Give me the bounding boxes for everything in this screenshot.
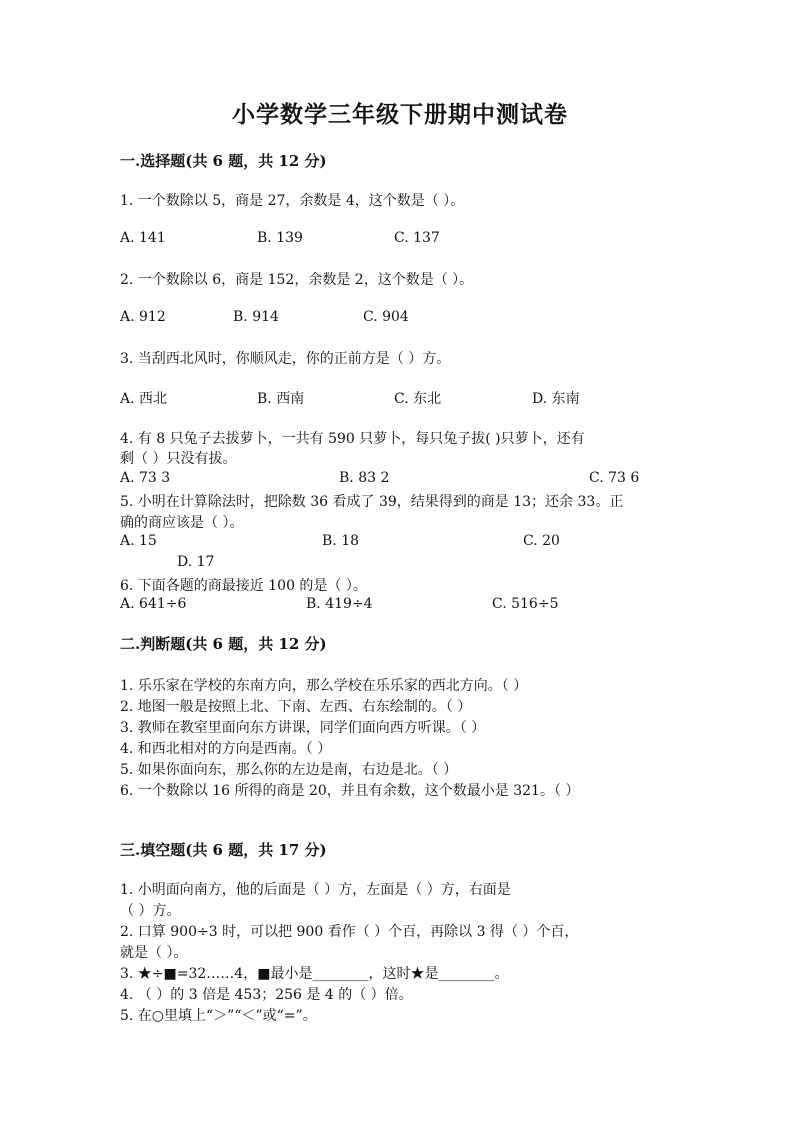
fill-in-line-1: 1. 小明面向南方，他的后面是（ ）方，左面是（ ）方，右面是 — [120, 882, 511, 898]
section-3-heading: 三.填空题(共 6 题，共 17 分) — [120, 841, 327, 859]
question-1-6-option-a: A. 641÷6 — [120, 596, 187, 612]
fill-in-line-3: 2. 口算 900÷3 时，可以把 900 看作（ ）个百，再除以 3 得（ ）个百， — [120, 924, 579, 940]
page-title: 小学数学三年级下册期中测试卷 — [232, 101, 568, 128]
fill-in-line-5: 3. ★÷■=32……4，■最小是________，这时★是________。 — [120, 966, 509, 982]
question-1-2-option-a: A. 912 — [120, 309, 166, 325]
judgment-item-4: 4. 和西北相对的方向是西南。（ ） — [120, 741, 332, 757]
question-1-4-option-b: B. 83 2 — [339, 470, 390, 486]
question-1-1-option-b: B. 139 — [257, 230, 303, 246]
question-1-2-option-b: B. 914 — [233, 309, 279, 325]
question-1-4-option-c: C. 73 6 — [589, 470, 640, 486]
question-1-3-option-b: B. 西南 — [257, 391, 305, 407]
question-1-2-option-c: C. 904 — [363, 309, 409, 325]
question-1-3-option-a: A. 西北 — [120, 391, 168, 407]
question-1-3-stem: 3. 当刮西北风时，你顺风走，你的正前方是（ ）方。 — [120, 351, 451, 367]
judgment-item-3: 3. 教师在教室里面向东方讲课，同学们面向西方听课。（ ） — [120, 720, 486, 736]
question-1-5-stem-line-2: 确的商应该是（ ）。 — [120, 515, 244, 531]
section-1-heading: 一.选择题(共 6 题，共 12 分) — [120, 152, 327, 170]
question-1-4-stem-line-2: 剩（ ）只没有拔。 — [120, 451, 237, 467]
fill-in-line-4: 就是（ ）。 — [120, 945, 188, 961]
question-1-3-option-c: C. 东北 — [394, 391, 442, 407]
question-1-5-option-c: C. 20 — [523, 533, 560, 549]
judgment-item-2: 2. 地图一般是按照上北、下南、左西、右东绘制的。（ ） — [120, 699, 472, 715]
question-1-1-stem: 1. 一个数除以 5，商是 27，余数是 4，这个数是（ ）。 — [120, 193, 465, 209]
question-1-5-stem-line-1: 5. 小明在计算除法时，把除数 36 看成了 39，结果得到的商是 13；还余 33。正 — [120, 494, 624, 510]
question-1-5-option-d: D. 17 — [177, 554, 215, 570]
section-2-heading: 二.判断题(共 6 题，共 12 分) — [120, 635, 327, 653]
question-1-6-option-c: C. 516÷5 — [492, 596, 559, 612]
question-1-4-option-a: A. 73 3 — [120, 470, 171, 486]
judgment-item-6: 6. 一个数除以 16 所得的商是 20，并且有余数，这个数最小是 321。（ ） — [120, 783, 580, 799]
question-1-1-option-c: C. 137 — [394, 230, 440, 246]
fill-in-line-2: （ ）方。 — [120, 903, 181, 919]
fill-in-line-6: 4. （ ）的 3 倍是 453；256 是 4 的（ ）倍。 — [120, 987, 413, 1003]
question-1-5-option-a: A. 15 — [120, 533, 157, 549]
question-1-6-option-b: B. 419÷4 — [306, 596, 373, 612]
question-1-3-option-d: D. 东南 — [532, 391, 580, 407]
judgment-item-5: 5. 如果你面向东，那么你的左边是南，右边是北。（ ） — [120, 762, 458, 778]
question-1-4-stem-line-1: 4. 有 8 只兔子去拔萝卜，一共有 590 只萝卜，每只兔子拔( )只萝卜，还有 — [120, 431, 585, 447]
question-1-1-option-a: A. 141 — [120, 230, 166, 246]
fill-in-line-7: 5. 在○里填上“＞”“＜”或“=”。 — [120, 1008, 317, 1024]
judgment-item-1: 1. 乐乐家在学校的东南方向，那么学校在乐乐家的西北方向。（ ） — [120, 678, 528, 694]
question-1-6-stem: 6. 下面各题的商最接近 100 的是（ ）。 — [120, 578, 367, 594]
question-1-2-stem: 2. 一个数除以 6，商是 152，余数是 2，这个数是（ ）。 — [120, 272, 474, 288]
question-1-5-option-b: B. 18 — [322, 533, 360, 549]
